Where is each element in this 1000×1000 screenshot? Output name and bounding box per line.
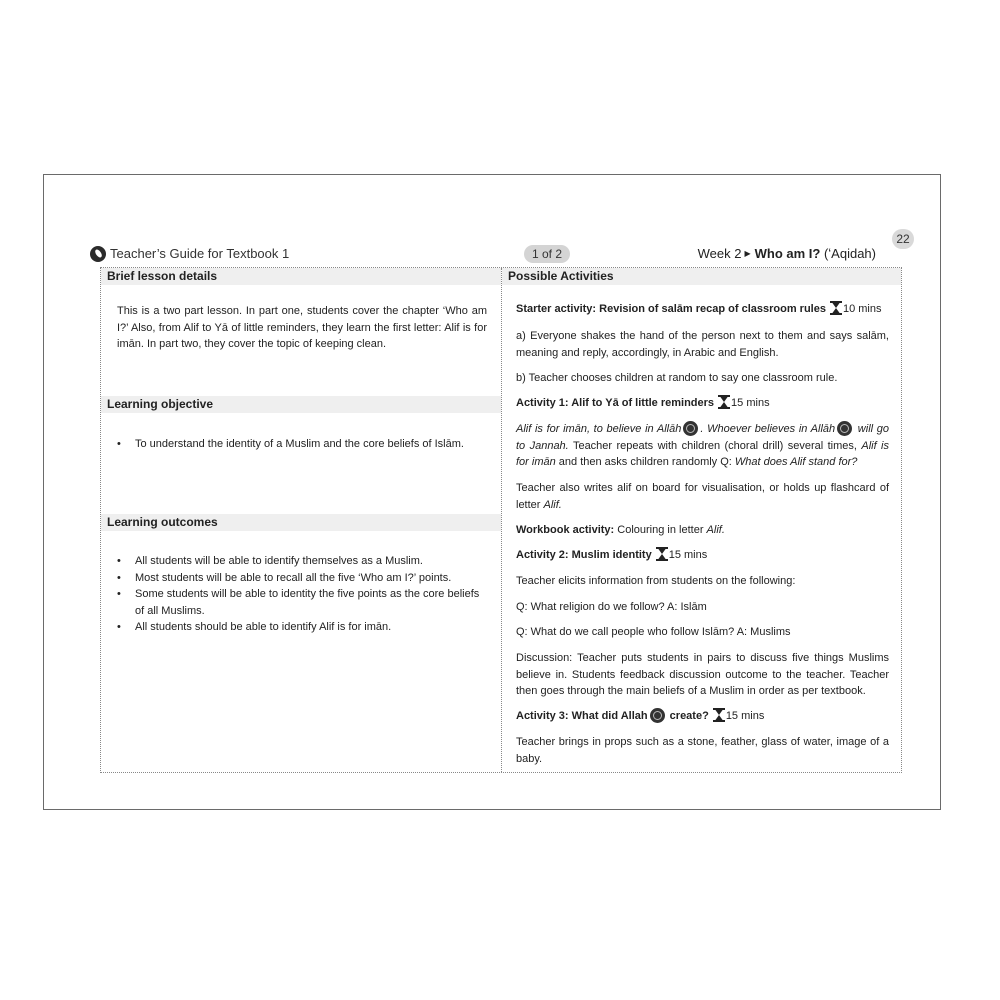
activity-duration: 15 mins [731, 397, 770, 409]
right-column [502, 268, 901, 772]
starter-activity-a: a) Everyone shakes the hand of the person next to them and says salām, meaning and reply, accordingly, in Arabic and English. [516, 330, 889, 359]
left-column [101, 268, 501, 772]
activity-2-text: Teacher elicits information from students on the following: [516, 575, 796, 587]
list-item: • All students will be able to identify themselves as a Muslim. [117, 553, 487, 570]
activity-duration: 15 mins [725, 710, 765, 722]
activity-3-title: Activity 3: What did Allah create? 15 mins [516, 710, 765, 722]
learning-objective-heading: Learning objective [101, 396, 501, 413]
list-item: • Most students will be able to recall all the five ‘Who am I?’ points. [117, 570, 487, 587]
workbook-activity: Workbook activity: Colouring in letter Alif. [516, 524, 725, 536]
lesson-plan-grid [100, 267, 902, 773]
guide-title: Teacher’s Guide for Textbook 1 [110, 246, 290, 261]
week-label: Week 2 [697, 246, 742, 261]
week-topic [698, 246, 876, 261]
swt-seal-icon [837, 421, 852, 436]
list-item: • To understand the identity of a Muslim and the core beliefs of Islām. [117, 436, 487, 453]
topic-suffix: (ʻAqidah) [823, 246, 876, 261]
learning-outcomes-heading: Learning outcomes [101, 514, 501, 531]
brief-lesson-text: This is a two part lesson. In part one, students cover the chapter ‘Who am I?’ Also, from Alif to Yā of little reminders, they learn the first letter: Alif is for imān. In part two, they cover the topic of keeping clean. [117, 305, 487, 350]
swt-seal-icon [683, 421, 698, 436]
starter-activity-b: b) Teacher chooses children at random to say one classroom rule. [516, 372, 838, 384]
list-item: • All students should be able to identify Alif is for imān. [117, 619, 487, 636]
activity-2-title: Activity 2: Muslim identity 15 mins [516, 549, 708, 561]
swt-seal-icon [650, 708, 665, 723]
page-header [90, 245, 876, 265]
activity-duration: 15 mins [668, 549, 708, 561]
activity-3-text: Teacher brings in props such as a stone, feather, glass of water, image of a baby. [516, 736, 889, 765]
activity-1-text-2: Teacher also writes alif on board for visualisation, or holds up flashcard of letter Alif. [516, 482, 889, 511]
activity-2-discussion: Discussion: Teacher puts students in pairs to discuss five things Muslims believe in. Students feedback discussion outcome to the teacher. Teacher then goes through the main beliefs of a Muslim in order as per textbook. [516, 652, 889, 697]
page-indicator: 1 of 2 [524, 245, 570, 263]
activity-2-question-1: Q: What religion do we follow? A: Islām [516, 601, 707, 613]
arrow-right-icon: ▶ [744, 249, 751, 258]
publisher-logo-icon [90, 246, 106, 262]
starter-activity-title: Starter activity: Revision of salām recap of classroom rules 10 mins [516, 303, 882, 315]
hourglass-icon [831, 301, 841, 315]
possible-activities-heading: Possible Activities [502, 268, 901, 285]
hourglass-icon [719, 395, 729, 409]
hourglass-icon [657, 547, 667, 561]
activity-duration: 10 mins [842, 303, 882, 315]
brief-lesson-heading: Brief lesson details [101, 268, 501, 285]
activity-2-question-2: Q: What do we call people who follow Islām? A: Muslims [516, 626, 791, 638]
learning-outcomes-list [117, 553, 487, 636]
activity-1-title: Activity 1: Alif to Yā of little reminders 15 mins [516, 397, 770, 409]
topic-title: Who am I? [754, 246, 821, 261]
hourglass-icon [714, 708, 724, 722]
activity-1-text: Alif is for imān, to believe in Allāh . Whoever believes in Allāh will go to Jannah. Teacher repeats with children (choral drill) several times, Alif is for imān and then asks children randomly Q: What does Alif stand for? [516, 423, 889, 468]
list-item: • Some students will be able to identity the five points as the core beliefs of all Muslims. [117, 586, 487, 619]
page-number-badge: 22 [892, 229, 914, 249]
learning-objective-list [117, 436, 487, 453]
document-page [43, 174, 941, 810]
